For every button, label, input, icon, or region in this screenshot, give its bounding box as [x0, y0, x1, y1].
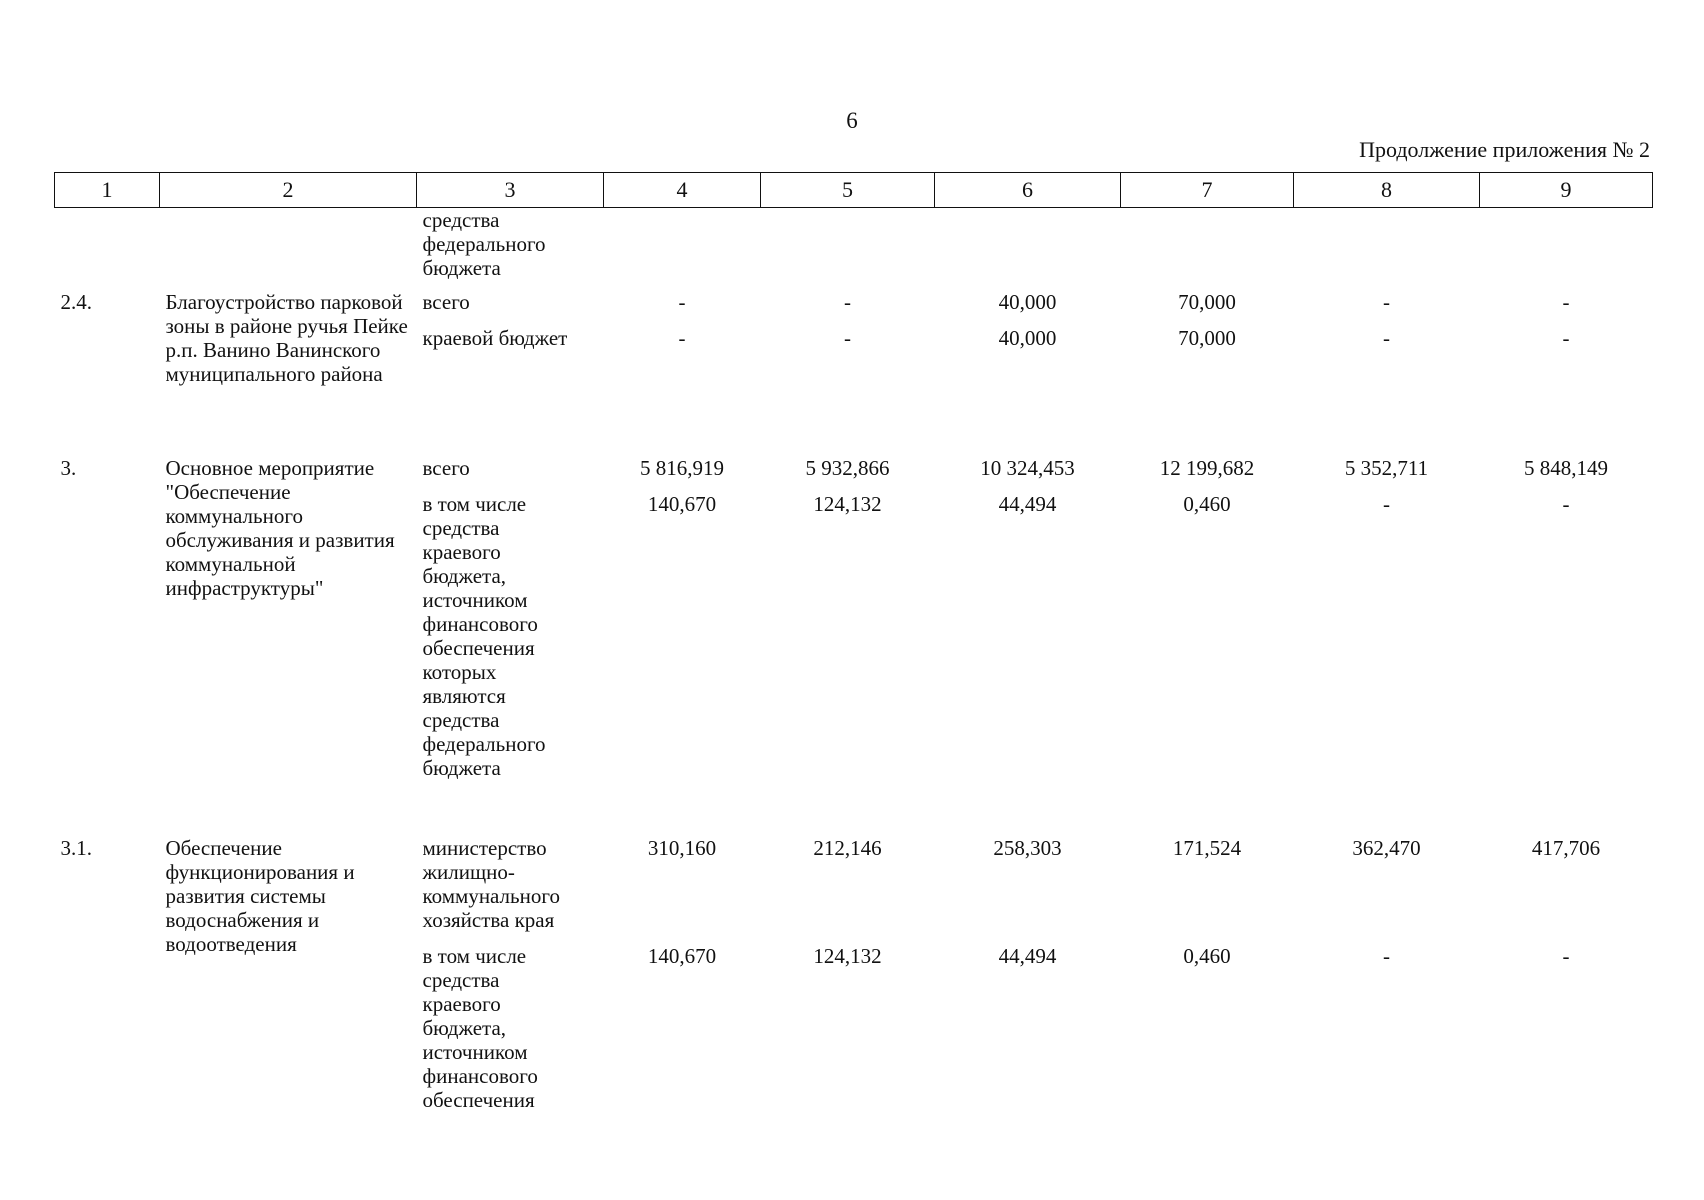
row-name: Благоустройство парковой зоны в районе ручья Пейке р.п. Ванино Ванинского муниципального района	[165, 290, 408, 386]
value-cell: -	[1383, 492, 1390, 516]
value-cell: 140,670	[647, 492, 717, 516]
row-number: 3.	[60, 456, 77, 480]
value-cell	[1294, 208, 1480, 281]
value-cell: 12 199,682	[1159, 456, 1255, 480]
row-source: в том числе средства краевого бюджета, источником финансового обеспечения которых являются средства федерального бюджета	[422, 492, 546, 780]
value-cell	[1121, 208, 1294, 281]
column-header: 6	[935, 173, 1121, 208]
column-header: 8	[1294, 173, 1480, 208]
column-header: 5	[761, 173, 935, 208]
value-cell: 5 932,866	[805, 456, 890, 480]
table-row	[55, 208, 1653, 281]
value-cell: 5 816,919	[640, 456, 724, 480]
value-cell: -	[678, 326, 686, 350]
value-cell: 10 324,453	[980, 456, 1075, 480]
value-cell: -	[844, 326, 851, 350]
row-number	[55, 932, 160, 1112]
value-cell: -	[1562, 492, 1570, 516]
row-source: всего	[422, 290, 470, 314]
value-cell: 5 352,711	[1344, 456, 1429, 480]
value-cell: -	[678, 290, 686, 314]
row-source: в том числе средства краевого бюджета, источником финансового обеспечения	[422, 944, 538, 1112]
value-cell: 0,460	[1183, 492, 1231, 516]
value-cell: -	[1562, 290, 1570, 314]
value-cell: 362,470	[1352, 836, 1421, 860]
value-cell: 417,706	[1531, 836, 1601, 860]
value-cell: 212,146	[813, 836, 882, 860]
column-header: 4	[604, 173, 761, 208]
row-name: Обеспечение функционирования и развития системы водоснабжения и водоотведения	[165, 836, 355, 956]
value-cell: 310,160	[647, 836, 717, 860]
value-cell: -	[1562, 326, 1570, 350]
row-number: 2.4.	[60, 290, 92, 314]
value-cell: -	[1383, 326, 1390, 350]
continuation-label: Продолжение приложения № 2	[1359, 137, 1650, 162]
value-cell: 140,670	[647, 944, 717, 968]
value-cell: 171,524	[1172, 836, 1242, 860]
budget-table	[54, 172, 1653, 1112]
page-number: 6	[846, 108, 858, 133]
value-cell: 258,303	[993, 836, 1062, 860]
table-header-row	[55, 173, 1653, 208]
value-cell: 70,000	[1178, 290, 1236, 314]
value-cell: 124,132	[813, 944, 882, 968]
row-number	[55, 480, 160, 780]
row-number: 3.1.	[60, 836, 92, 860]
table-row	[55, 446, 1653, 480]
row-number	[55, 314, 160, 446]
row-source: краевой бюджет	[422, 326, 568, 350]
value-cell: 44,494	[998, 944, 1057, 968]
value-cell: 44,494	[998, 492, 1057, 516]
value-cell: 0,460	[1183, 944, 1231, 968]
column-header: 1	[55, 173, 160, 208]
row-name	[160, 208, 417, 281]
value-cell: 40,000	[998, 326, 1057, 350]
value-cell	[604, 208, 761, 281]
row-source: министерство жилищно-коммунального хозяйства края	[422, 836, 560, 932]
value-cell	[761, 208, 935, 281]
table-row	[55, 780, 1653, 932]
table-row	[55, 280, 1653, 314]
row-source: средства федерального бюджета	[422, 208, 546, 280]
row-number	[55, 208, 160, 281]
value-cell	[935, 208, 1121, 281]
value-cell: 124,132	[813, 492, 882, 516]
column-header: 7	[1121, 173, 1294, 208]
column-header: 2	[160, 173, 417, 208]
value-cell: 70,000	[1178, 326, 1236, 350]
value-cell: -	[844, 290, 851, 314]
value-cell: 40,000	[998, 290, 1057, 314]
value-cell: -	[1562, 944, 1570, 968]
row-source: всего	[422, 456, 470, 480]
column-header: 3	[417, 173, 604, 208]
value-cell: 5 848,149	[1524, 456, 1608, 480]
row-name: Основное мероприятие "Обеспечение коммунального обслуживания и развития коммунальной инфраструктуры"	[165, 456, 395, 600]
value-cell	[1480, 208, 1653, 281]
value-cell: -	[1383, 290, 1390, 314]
column-header: 9	[1480, 173, 1653, 208]
value-cell: -	[1383, 944, 1390, 968]
